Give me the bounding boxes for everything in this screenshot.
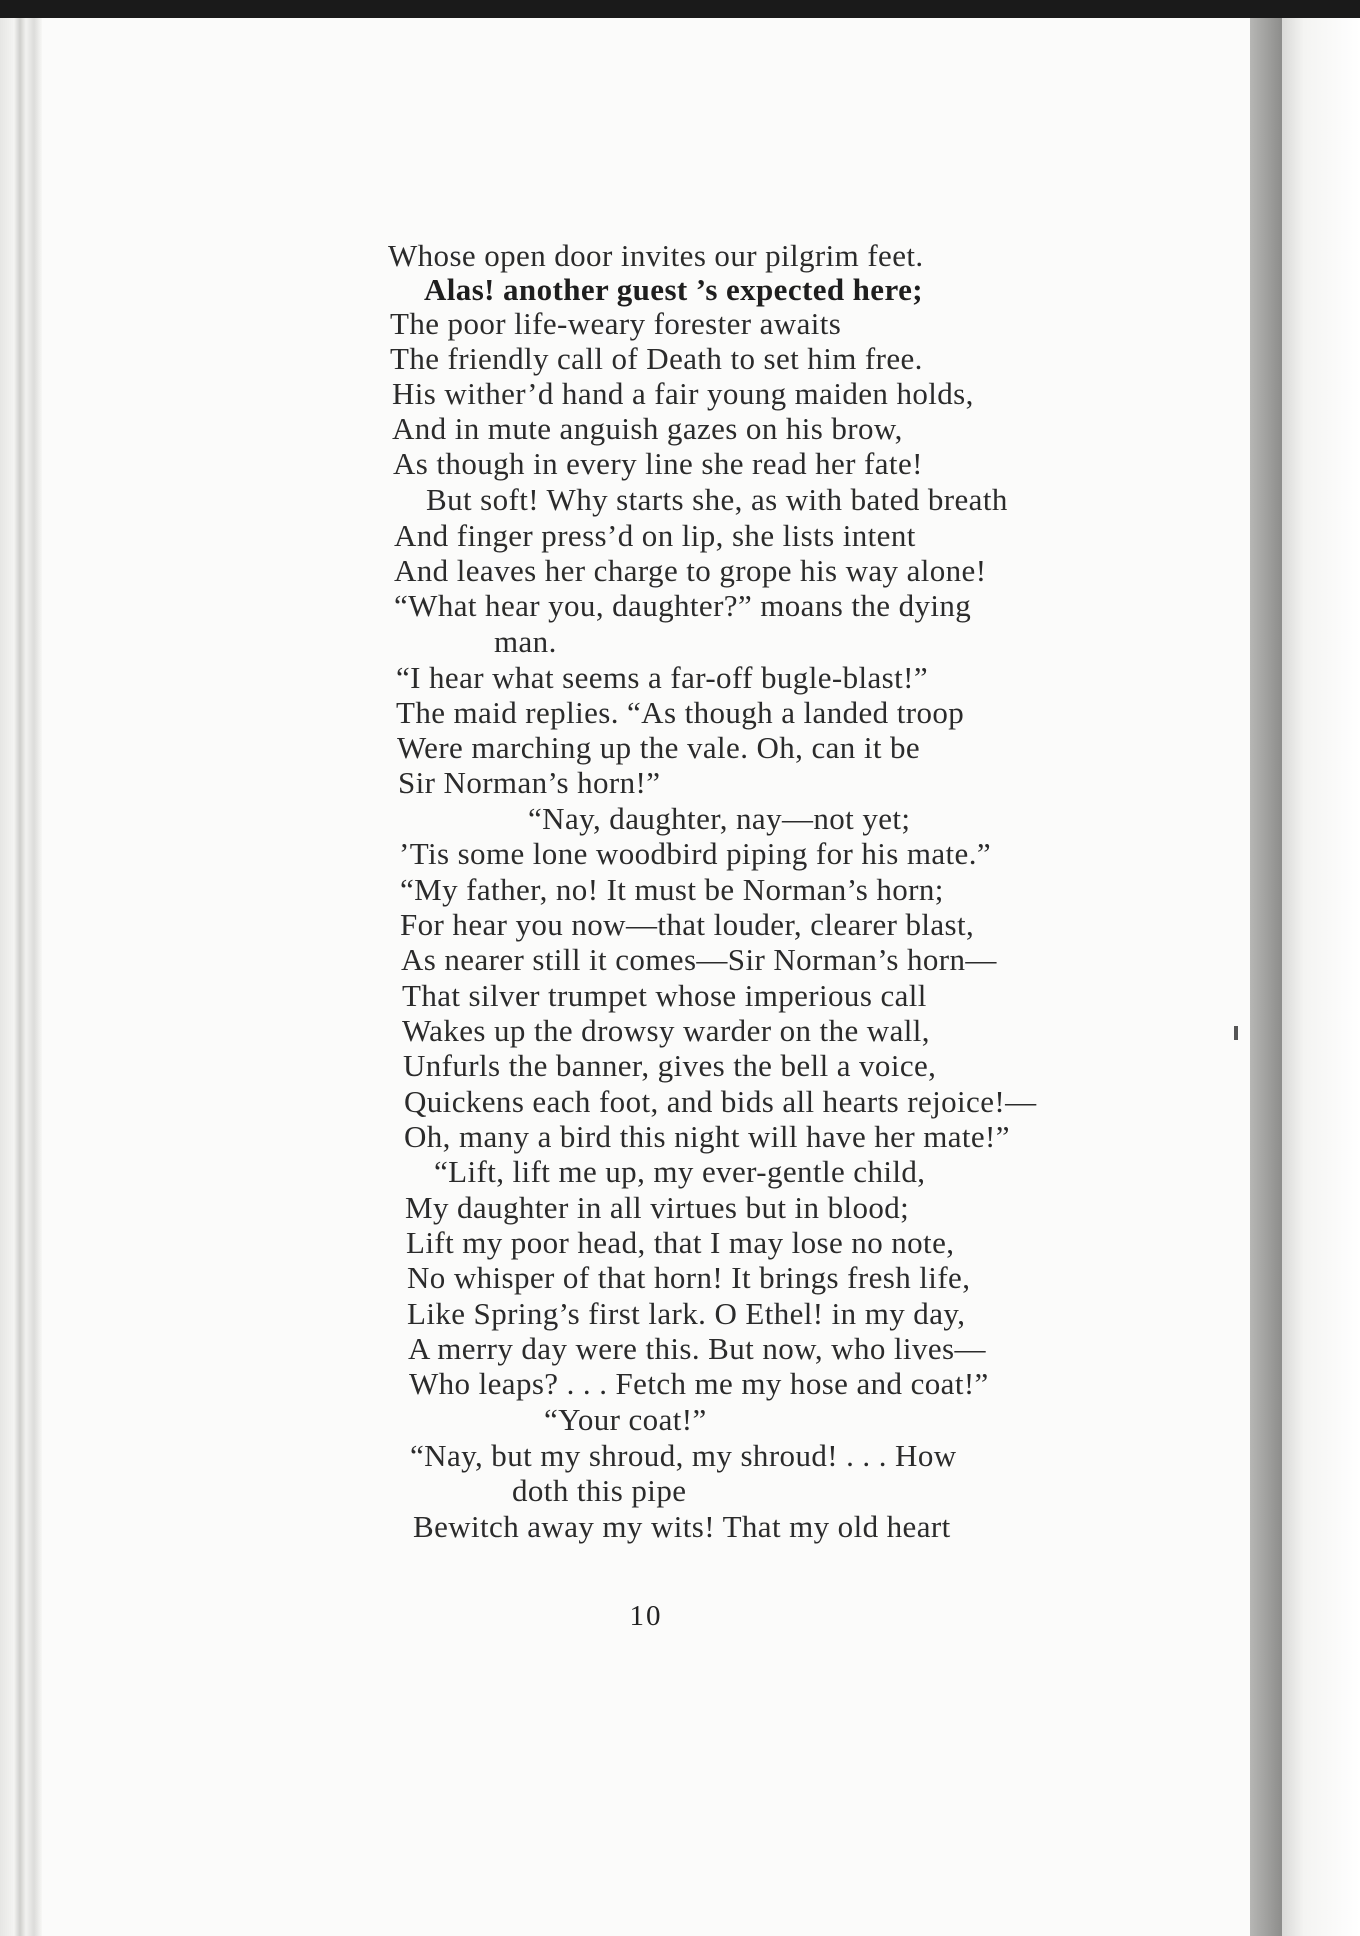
poem-line: Who leaps? . . . Fetch me my hose and coat!”	[409, 1366, 989, 1401]
poem-line: ’Tis some lone woodbird piping for his mate.”	[399, 836, 992, 871]
poem-line: Unfurls the banner, gives the bell a voice,	[403, 1048, 937, 1083]
poem-line: “What hear you, daughter?” moans the dying	[394, 588, 972, 623]
poem-line: And finger press’d on lip, she lists intent	[394, 518, 916, 553]
poem-line: Alas! another guest ’s expected here;	[424, 272, 923, 307]
poem-line: And in mute anguish gazes on his brow,	[392, 411, 903, 446]
poem-line: As though in every line she read her fate!	[393, 446, 923, 481]
poem-line: Lift my poor head, that I may lose no note,	[406, 1225, 955, 1260]
page-number: 10	[629, 1600, 663, 1632]
poem-line: For hear you now—that louder, clearer blast,	[400, 907, 975, 942]
poem-line: Quickens each foot, and bids all hearts rejoice!—	[404, 1084, 1037, 1119]
poem-line: My daughter in all virtues but in blood;	[405, 1190, 910, 1225]
gutter-shadow	[1250, 18, 1282, 1936]
poem-line: “Lift, lift me up, my ever-gentle child,	[434, 1154, 926, 1189]
poem-line: That silver trumpet whose imperious call	[402, 978, 927, 1013]
poem-line: The poor life-weary forester awaits	[390, 306, 842, 341]
poem-line: But soft! Why starts she, as with bated breath	[426, 482, 1008, 517]
poem-line: “I hear what seems a far-off bugle-blast!”	[396, 660, 929, 695]
poem-line: Were marching up the vale. Oh, can it be	[397, 730, 921, 765]
poem-line: No whisper of that horn! It brings fresh life,	[407, 1260, 971, 1295]
scan-top-border	[0, 0, 1360, 18]
poem-line: Whose open door invites our pilgrim feet.	[388, 238, 924, 273]
poem-line: man.	[494, 624, 557, 659]
poem-line: Oh, many a bird this night will have her mate!”	[404, 1119, 1010, 1154]
poem-line: doth this pipe	[512, 1473, 687, 1508]
page	[42, 18, 1250, 1936]
poem-line: “Your coat!”	[544, 1402, 707, 1437]
poem-line: The friendly call of Death to set him free.	[390, 341, 923, 376]
poem-line: “Nay, but my shroud, my shroud! . . . How	[410, 1438, 957, 1473]
book-left-edge	[0, 18, 42, 1936]
poem-line: His wither’d hand a fair young maiden holds,	[392, 376, 974, 411]
poem-line: As nearer still it comes—Sir Norman’s horn—	[401, 942, 997, 977]
facing-page-edge	[1282, 18, 1360, 1936]
poem-line: The maid replies. “As though a landed troop	[396, 695, 965, 730]
poem-line: A merry day were this. But now, who lives—	[408, 1331, 986, 1366]
poem-line: Wakes up the drowsy warder on the wall,	[402, 1013, 930, 1048]
poem-line: Sir Norman’s horn!”	[398, 765, 661, 800]
margin-mark	[1234, 1026, 1238, 1040]
poem-line: “My father, no! It must be Norman’s horn;	[400, 872, 944, 907]
poem-line: And leaves her charge to grope his way alone!	[394, 553, 987, 588]
poem-line: “Nay, daughter, nay—not yet;	[528, 801, 911, 836]
poem-line: Bewitch away my wits! That my old heart	[413, 1509, 951, 1544]
poem-line: Like Spring’s first lark. O Ethel! in my day,	[407, 1296, 966, 1331]
